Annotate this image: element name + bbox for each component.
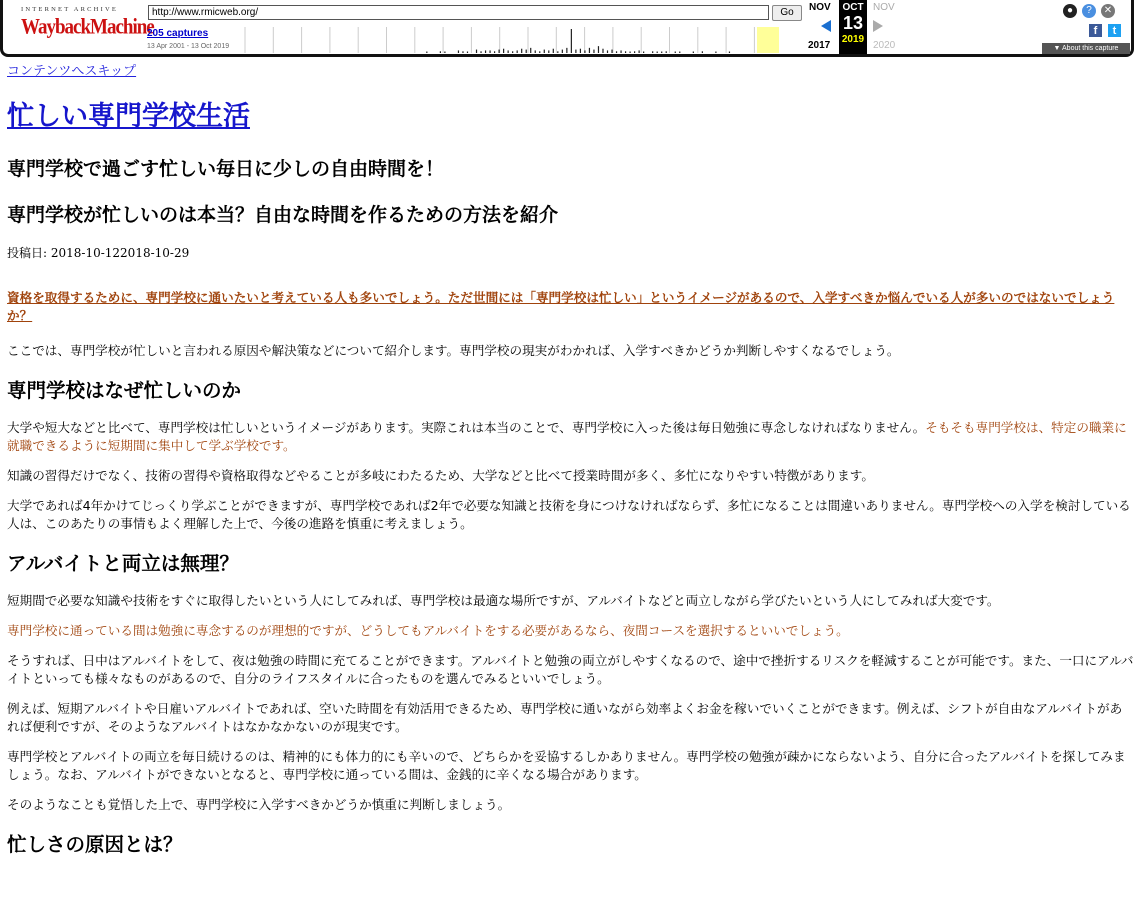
toolbar-icons [1063, 4, 1120, 20]
capture-bar [589, 48, 590, 53]
capture-bar [607, 50, 608, 53]
capture-bar [693, 52, 694, 54]
capture-bar [426, 52, 427, 54]
capture-bar [508, 50, 509, 53]
capture-bar [639, 50, 640, 53]
capture-bar [544, 50, 545, 53]
capture-bar [616, 51, 617, 53]
go-button[interactable]: Go [772, 5, 802, 21]
capture-range: 13 Apr 2001 - 13 Oct 2019 [147, 43, 230, 50]
capture-bar [485, 50, 486, 53]
user-icon[interactable]: ● [1063, 4, 1077, 18]
capture-bar [539, 51, 540, 53]
lead-paragraph: 資格を取得するために、専門学校に通いたいと考えている人も多いでしょう。ただ世間には「専門学校は忙しい」というイメージがあるので、入学すべきか悩んでいる人が多いのではないでしょうか？ [7, 290, 1115, 323]
current-day: 13 [842, 13, 864, 33]
next-capture-arrow-icon [873, 20, 883, 32]
capture-bar [512, 51, 513, 53]
capture-bar [517, 50, 518, 53]
capture-bar [629, 52, 630, 54]
url-input[interactable]: http://www.rmicweb.org/ [148, 5, 769, 20]
capture-bar [458, 50, 459, 53]
prev-month-label[interactable]: NOV [809, 2, 831, 13]
intro-paragraph: ここでは、専門学校が忙しいと言われる原因や解決策などについて紹介します。専門学校の現実がわかれば、入学すべきかどうか判断しやすくなるでしょう。 [7, 343, 900, 358]
capture-bar [566, 48, 567, 53]
internet-archive-label: INTERNET ARCHIVE [21, 6, 119, 13]
section-heading-part-time: アルバイトと両立は無理？ [7, 552, 239, 575]
capture-bar [625, 51, 626, 53]
paragraph: 短期間で必要な知識や技術をすぐに取得したいという人にしてみれば、専門学校は最適な場所ですが、アルバイトなどと両立しながら学びたいという人にしてみれば大変です。 [7, 593, 1000, 608]
paragraph-text: 大学や短大などと比べて、専門学校は忙しいというイメージがあります。実際これは本当のことで、専門学校に入った後は毎日勉強に専念しなければなりません。 [7, 420, 926, 435]
capture-bar [503, 49, 504, 53]
section-heading-causes: 忙しさの原因とは？ [7, 833, 183, 856]
paragraph: 知識の習得だけでなく、技術の習得や資格取得などやることが多岐にわたるため、大学などと比べて授業時間が多く、多忙になりやすい特徴があります。 [7, 468, 874, 483]
section-heading-why-busy: 専門学校はなぜ忙しいのか [7, 379, 242, 402]
capture-bar [444, 52, 445, 54]
paragraph: そうすれば、日中はアルバイトをして、夜は勉強の時間に充てることができます。アルバイトと勉強の両立がしやすくなるので、途中で挫折するリスクを軽減することが可能です。また、一口にアルバイトといっても様々なものがあるので、自分のライフスタイルに合ったものを選んでみるといいでしょう。 [7, 653, 1134, 686]
capture-bar [598, 46, 599, 53]
calendar-navigator [806, 0, 901, 54]
capture-bar [593, 50, 594, 53]
capture-bar [548, 50, 549, 53]
article-title: 専門学校が忙しいのは本当？自由な時間を作るための方法を紹介 [7, 204, 559, 226]
about-capture-button[interactable]: ▼ About this capture [1042, 43, 1130, 54]
next-month-label: NOV [873, 2, 895, 13]
current-capture [839, 0, 867, 54]
highlighted-paragraph: 専門学校に通っている間は勉強に専念するのが理想的ですが、どうしてもアルバイトをする必要があるなら、夜間コースを選択するといいでしょう。 [7, 623, 849, 638]
paragraph [7, 419, 1134, 455]
site-title-link[interactable]: 忙しい専門学校生活 [7, 101, 250, 132]
twitter-icon[interactable]: t [1108, 24, 1121, 37]
capture-bar [440, 51, 441, 53]
post-date: 投稿日: 2018-10-122018-10-29 [7, 246, 190, 260]
capture-bar [476, 50, 477, 53]
capture-bar [657, 52, 658, 54]
page-content [7, 58, 1134, 859]
current-year: 2019 [841, 34, 865, 45]
capture-bar [521, 49, 522, 53]
capture-bar [530, 48, 531, 53]
facebook-icon[interactable]: f [1089, 24, 1102, 37]
skip-to-content-link[interactable]: コンテンツへスキップ [7, 64, 137, 79]
capture-bar [729, 52, 730, 54]
current-year-highlight [757, 27, 779, 53]
capture-bar [575, 50, 576, 53]
capture-bar [526, 50, 527, 53]
capture-bar [679, 52, 680, 54]
paragraph: そのようなことも覚悟した上で、専門学校に入学すべきかどうか慎重に判断しましょう。 [7, 797, 511, 812]
social-links [1089, 24, 1127, 42]
capture-bar [462, 51, 463, 53]
captures-link[interactable]: 205 captures [147, 28, 209, 39]
capture-bar [562, 50, 563, 53]
paragraph: 大学であれば4年かけてじっくり学ぶことができますが、専門学校であれば2年で必要な知識と技術を身につけなければならず、多忙になることは間違いありません。専門学校への入学を検討している人は、このあたりの事情もよく理解した上で、今後の進路を慎重に考えましょう。 [7, 498, 1131, 531]
capture-bar [602, 49, 603, 53]
capture-bar [661, 52, 662, 54]
capture-bar [489, 50, 490, 53]
capture-bar [499, 50, 500, 53]
capture-bar [675, 52, 676, 54]
close-icon[interactable]: ✕ [1101, 4, 1115, 18]
prev-capture-arrow-icon[interactable] [821, 20, 831, 32]
capture-bar [535, 50, 536, 53]
paragraph: 例えば、短期アルバイトや日雇いアルバイトであれば、空いた時間を有効活用できるため、専門学校に通いながら効率よくお金を稼いでいくことができます。例えば、シフトが自由なアルバイトがあれば便利ですが、そのようなアルバイトはなかなかないのが現実です。 [7, 701, 1123, 734]
next-year-label: 2020 [873, 40, 896, 51]
capture-bar [715, 52, 716, 54]
site-tagline: 専門学校で過ごす忙しい毎日に少しの自由時間を！ [7, 158, 445, 180]
wayback-machine-label: WaybackMachine [21, 15, 154, 40]
help-icon[interactable]: ? [1082, 4, 1096, 18]
capture-bar [666, 51, 667, 53]
capture-bar [480, 51, 481, 53]
capture-bar [571, 29, 572, 53]
current-month: OCT [842, 2, 864, 13]
capture-bar [584, 50, 585, 53]
capture-bar [702, 51, 703, 53]
paragraph: 専門学校とアルバイトの両立を毎日続けるのは、精神的にも体力的にも辛いので、どちらかを妥協するしかありません。専門学校の勉強が疎かにならないよう、自分に合ったアルバイトを探してみましょう。なお、アルバイトができないとなると、専門学校に通っている間は、金銭的に辛くなる場合があります。 [7, 749, 1126, 782]
highlighted-text: そもそも専門学校は、特定の職業に就職できるように短期間に集中して学ぶ学校です。 [7, 420, 1127, 453]
capture-bar [643, 52, 644, 54]
capture-bar [557, 51, 558, 53]
capture-bar [494, 51, 495, 53]
prev-year-label[interactable]: 2017 [808, 40, 831, 51]
capture-bar [634, 51, 635, 53]
capture-bar [620, 50, 621, 53]
capture-bar [652, 51, 653, 53]
capture-bar [611, 50, 612, 53]
capture-sparkline[interactable] [243, 25, 781, 53]
capture-bar [553, 49, 554, 53]
capture-bar [467, 52, 468, 54]
wayback-toolbar [0, 0, 1134, 57]
capture-bar [580, 49, 581, 53]
wayback-logo[interactable] [21, 6, 154, 40]
